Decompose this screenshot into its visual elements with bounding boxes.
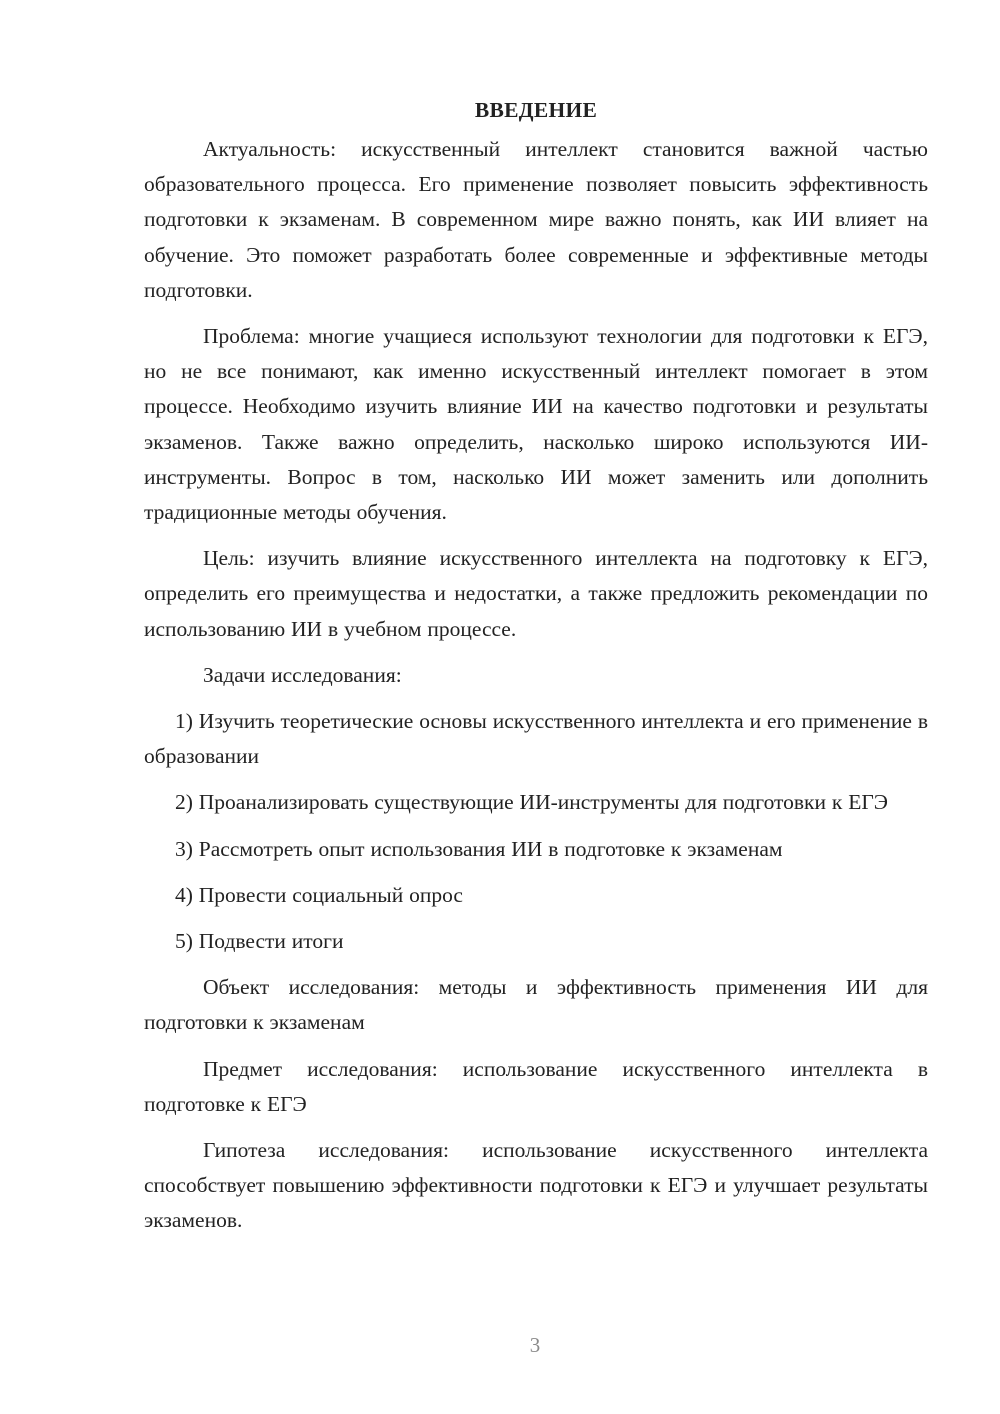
task-item-3: 3) Рассмотреть опыт использования ИИ в подготовке к экзаменам (175, 836, 783, 861)
subject-paragraph: Предмет исследования: использование искусственного интеллекта в подготовке к ЕГЭ (144, 1056, 928, 1116)
hypothesis-paragraph: Гипотеза исследования: использование искусственного интеллекта способствует повышению эффективности подготовки к ЕГЭ и улучшает результаты экзаменов. (144, 1138, 928, 1233)
goal-paragraph: Цель: изучить влияние искусственного интеллекта на подготовку к ЕГЭ, определить его преимущества и недостатки, а также предложить рекомендации по использованию ИИ в учебном процессе. (144, 546, 928, 641)
task-item-2: 2) Проанализировать существующие ИИ-инструменты для подготовки к ЕГЭ (175, 790, 888, 815)
page-content (144, 92, 928, 1250)
task-item-5: 5) Подвести итоги (175, 929, 344, 954)
object-paragraph: Объект исследования: методы и эффективность применения ИИ для подготовки к экзаменам (144, 975, 928, 1035)
task-item-4: 4) Провести социальный опрос (175, 882, 463, 907)
task-item-1: 1) Изучить теоретические основы искусственного интеллекта и его применение в образовании (144, 709, 928, 769)
section-heading: ВВЕДЕНИЕ (474, 98, 598, 122)
page-number: 3 (529, 1333, 541, 1357)
problem-paragraph: Проблема: многие учащиеся используют технологии для подготовки к ЕГЭ, но не все понимают, как именно искусственный интеллект помогает в этом процессе. Необходимо изучить влияние ИИ на качество подготовки и результаты экзаменов. Также важно определить, насколько широко используются ИИ-инструменты. Вопрос в том, насколько ИИ может заменить или дополнить традиционные методы обучения. (144, 324, 928, 525)
relevance-paragraph: Актуальность: искусственный интеллект становится важной частью образовательного процесса. Его применение позволяет повысить эффективность подготовки к экзаменам. В современном мире важно понять, как ИИ влияет на обучение. Это поможет разработать более современные и эффективные методы подготовки. (144, 137, 928, 302)
tasks-heading: Задачи исследования: (203, 662, 402, 687)
